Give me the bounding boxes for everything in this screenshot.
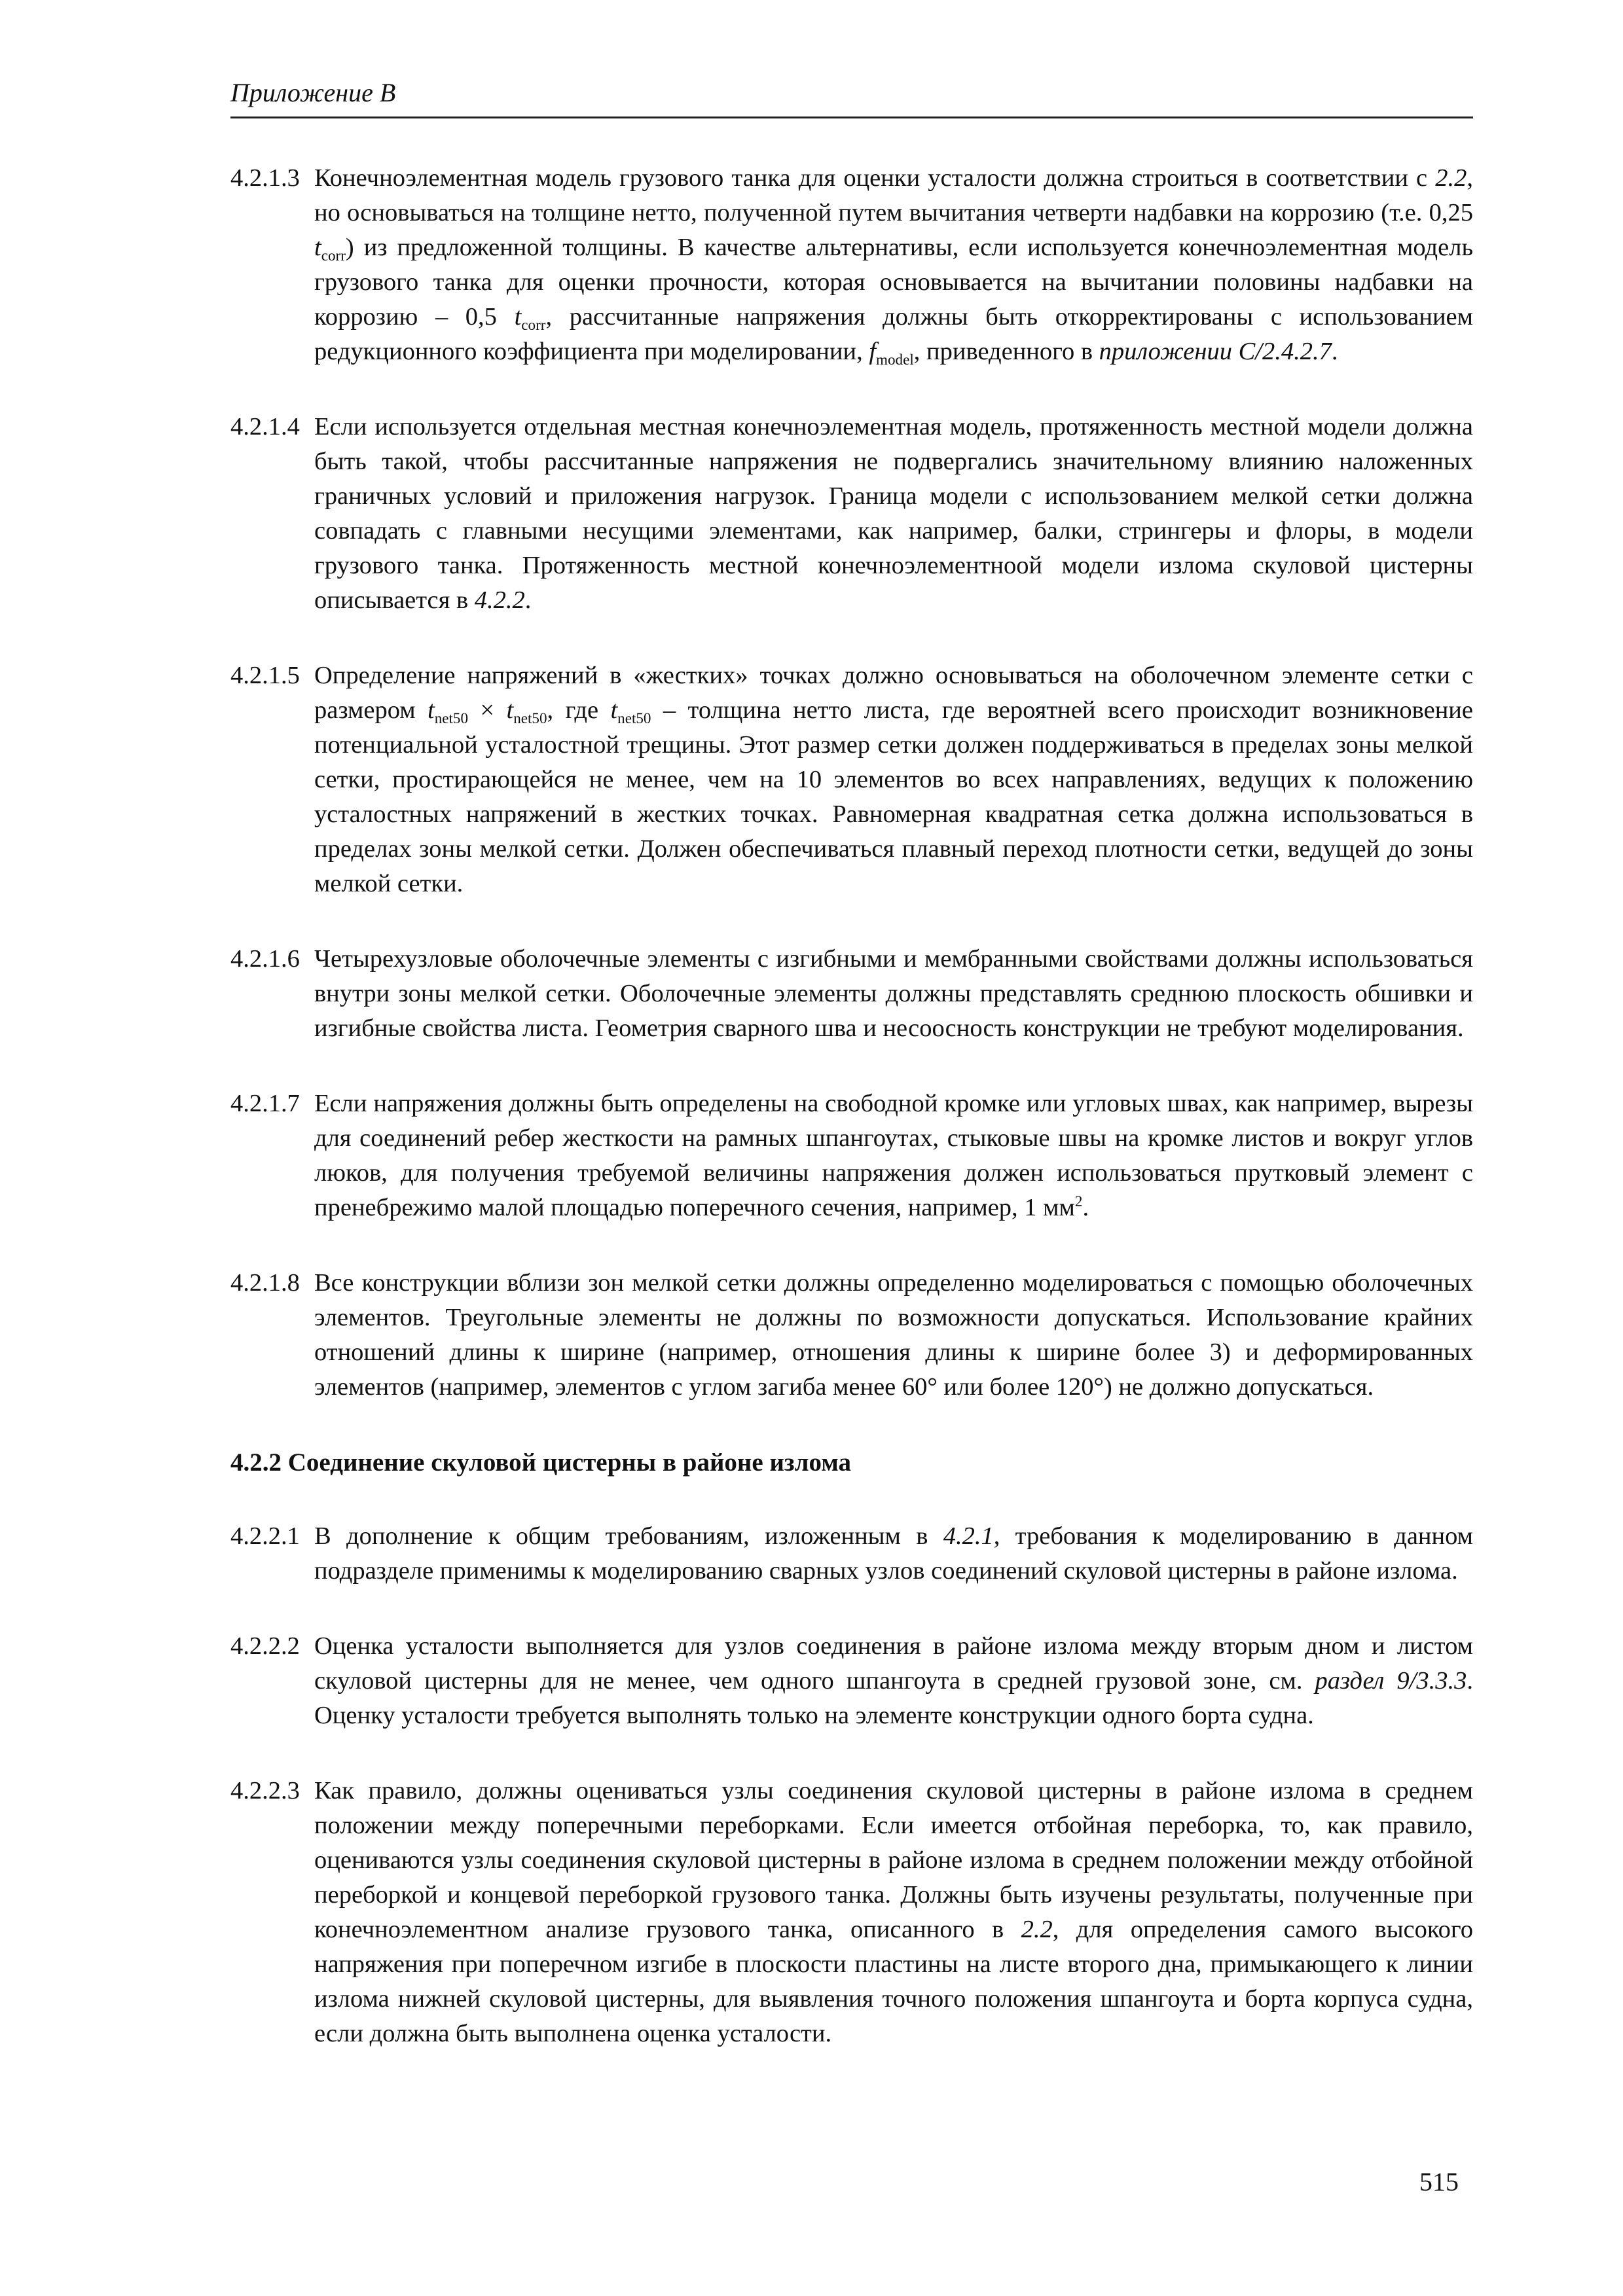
text-run: 2.2 (1435, 164, 1467, 192)
running-title: Приложение В (230, 78, 396, 107)
text-run: Оценка усталости выполняется для узлов соединения в районе излома между вторым дном и листом скуловой цистерны для не менее, чем одного шпангоута в средней грузовой зоне, см. (314, 1632, 1473, 1695)
paragraph-4-2-2-3 (230, 1774, 1473, 2051)
page-content (230, 161, 1473, 2092)
text-run: приложении С/2.4.2.7 (1099, 338, 1332, 365)
paragraph-text (314, 1774, 1473, 2051)
paragraph-number: 4.2.2.2 (230, 1632, 300, 1660)
paragraph-number: 4.2.1.3 (230, 164, 300, 192)
text-run: net50 (434, 709, 468, 727)
text-run: 2.2 (1021, 1916, 1053, 1943)
text-run: t (427, 696, 435, 724)
paragraph-4-2-1-6 (230, 942, 1473, 1046)
text-run: , требования к моделированию в данном подразделе применимы к моделированию сварных узлов соединений скуловой цистерны в районе излома. (314, 1522, 1473, 1585)
text-run: f (869, 338, 877, 365)
paragraph-4-2-1-4 (230, 410, 1473, 618)
paragraph-number: 4.2.1.5 (230, 662, 300, 689)
paragraph-4-2-2-2 (230, 1629, 1473, 1733)
paragraph-number: 4.2.1.4 (230, 413, 300, 440)
text-run: , где (547, 696, 611, 724)
text-run: Как правило, должны оцениваться узлы соединения скуловой цистерны в районе излома в среднем положении между поперечными переборками. Если имеется отбойная переборка, то, как правило, оцениваются узлы соединения скуловой цистерны в районе излома в среднем положении между отбойной переборкой и концевой переборкой грузового танка. Должны быть изучены результаты, полученные при конечноэлементном анализе грузового танка, описанного в (314, 1777, 1473, 1943)
paragraph-text (314, 1629, 1473, 1733)
text-run: раздел 9/3.3.3 (1315, 1667, 1467, 1695)
paragraph-4-2-1-8 (230, 1266, 1473, 1405)
text-run: . (1082, 1194, 1089, 1221)
paragraph-text (314, 410, 1473, 618)
paragraph-4-2-2-1 (230, 1519, 1473, 1588)
section-4-2-2-paragraphs (230, 1519, 1473, 2051)
text-run: Определение напряжений в «жестких» точках должно основываться на оболочечном элементе сетки с размером (314, 662, 1473, 724)
section-4-2-1-paragraphs (230, 161, 1473, 1405)
paragraph-number: 4.2.2.1 (230, 1522, 300, 1550)
paragraph-text (314, 942, 1473, 1046)
text-run: Если используется отдельная местная конечноэлементная модель, протяженность местной модели должна быть такой, чтобы рассчитанные напряжения не подвергались значительному влиянию наложенных граничных условий и приложения нагрузок. Граница модели с использованием мелкой сетки должна совпадать с главными несущими элементами, как например, балки, стрингеры и флоры, в модели грузового танка. Протяженность местной конечноэлементноой модели излома скуловой цистерны описывается в (314, 413, 1473, 614)
paragraph-number: 4.2.2.3 (230, 1777, 300, 1804)
section-heading: 4.2.2 Соединение скуловой цистерны в районе излома (230, 1448, 852, 1477)
text-run: t (314, 234, 321, 261)
paragraph-text (314, 1266, 1473, 1405)
text-run: , рассчитанные напряжения должны быть откорректированы с использованием редукционного коэффициента при моделировании, (314, 303, 1474, 365)
text-run: Четырехузловые оболочечные элементы с изгибными и мембранными свойствами должны использоваться внутри зоны мелкой сетки. Оболочечные элементы должны представлять среднюю плоскость обшивки и изгибные свойства листа. Геометрия сварного шва и несоосность конструкции не требуют моделирования. (314, 945, 1473, 1042)
text-run: В дополнение к общим требованиям, изложенным в (314, 1522, 943, 1550)
text-run: . Оценку усталости требуется выполнять только на элементе конструкции одного борта судна. (314, 1667, 1473, 1729)
paragraph-4-2-1-7 (230, 1086, 1473, 1225)
text-run: net50 (513, 709, 547, 727)
text-run: – толщина нетто листа, где вероятней всего происходит возникновение потенциальной усталостной трещины. Этот размер сетки должен поддерживаться в пределах зоны мелкой сетки, простирающейся не менее, чем на 10 элементов во всех направлениях, ведущих к положению усталостных напряжений в жестких точках. Равномерная квадратная сетка должна использоваться в пределах зоны мелкой сетки. Должен обеспечиваться плавный переход плотности сетки, ведущей до зоны мелкой сетки. (314, 696, 1474, 897)
paragraph-text (314, 1086, 1473, 1225)
header-rule (230, 117, 1473, 118)
text-run: t (514, 303, 522, 331)
text-run: model (876, 351, 914, 368)
text-run: . (524, 586, 532, 614)
text-run: 4.2.1 (943, 1522, 994, 1550)
text-run: t (610, 696, 618, 724)
text-run: t (506, 696, 514, 724)
paragraph-text (314, 658, 1473, 901)
text-run: corr (321, 247, 346, 264)
text-run: , но основываться на толщине нетто, полученной путем вычитания четверти надбавки на коррозию (т.е. 0,25 (314, 164, 1473, 226)
text-run: net50 (617, 709, 651, 727)
text-run: 2 (1074, 1193, 1083, 1210)
text-run: ) из предложенной толщины. В качестве альтернативы, если используется конечноэлементная модель грузового танка для оценки прочности, которая основывается на вычитании половины надбавки на коррозию – 0,5 (314, 234, 1473, 331)
paragraph-number: 4.2.1.6 (230, 945, 300, 973)
text-run: Конечноэлементная модель грузового танка для оценки усталости должна строиться в соответствии с (314, 164, 1436, 192)
paragraph-text (314, 1519, 1473, 1588)
text-run: . (1331, 338, 1338, 365)
text-run: corr (521, 316, 546, 334)
text-run: , для определения самого высокого напряжения при поперечном изгибе в плоскости пластины на листе второго дна, примыкающего к линии излома нижней скуловой цистерны, для выявления точного положения шпангоута и борта корпуса судна, если должна быть выполнена оценка усталости. (314, 1916, 1473, 2047)
page-number: 515 (1419, 2167, 1459, 2197)
paragraph-text (314, 161, 1473, 369)
paragraph-4-2-1-3 (230, 161, 1473, 369)
text-run: × (468, 696, 507, 724)
paragraph-number: 4.2.1.8 (230, 1269, 300, 1297)
text-run: Все конструкции вблизи зон мелкой сетки должны определенно моделироваться с помощью оболочечных элементов. Треугольные элементы не должны по возможности допускаться. Использование крайних отношений длины к ширине (например, отношения длины к ширине более 3) и деформированных элементов (например, элементов с углом загиба менее 60° или более 120°) не должно допускаться. (314, 1269, 1473, 1401)
text-run: 4.2.2 (474, 586, 525, 614)
text-run: , приведенного в (913, 338, 1099, 365)
text-run: Если напряжения должны быть определены на свободной кромке или угловых швах, как например, вырезы для соединений ребер жесткости на рамных шпангоутах, стыковые швы на кромке листов и вокруг углов люков, для получения требуемой величины напряжения должен использоваться прутковый элемент с пренебрежимо малой площадью поперечного сечения, например, 1 мм (314, 1090, 1473, 1221)
paragraph-4-2-1-5 (230, 658, 1473, 901)
paragraph-number: 4.2.1.7 (230, 1090, 300, 1117)
